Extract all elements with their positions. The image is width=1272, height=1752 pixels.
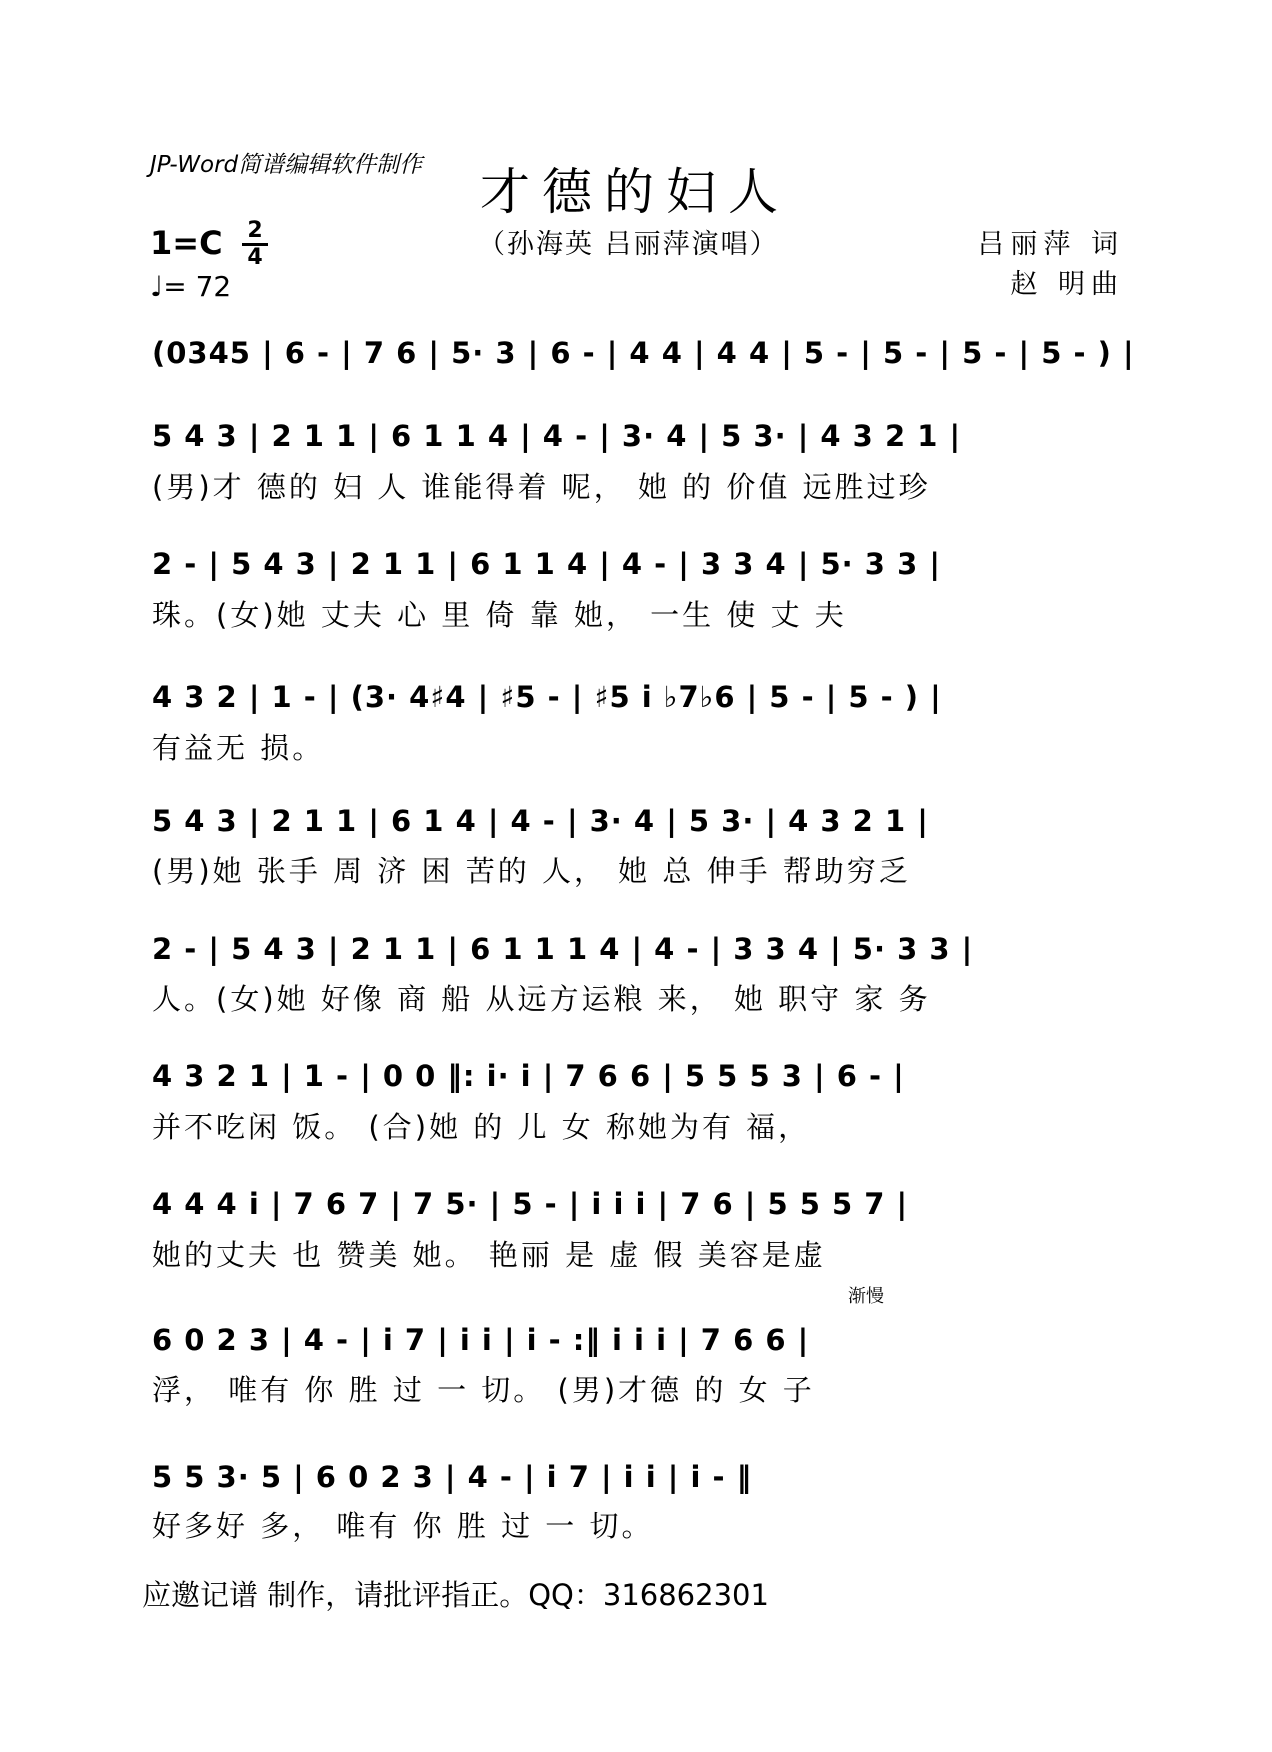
lyrics-line-9: 浮， 唯有 你 胜 过 一 切。 (男)才德 的 女 子 [152,1373,815,1407]
notes-line-4: 4 3 2 | 1 - | (3· 4♯4 | ♯5 - | ♯5 i ♭7♭6 | 5 - | 5 - ) | [152,680,942,714]
notes-line-6: 2 - | 5 4 3 | 2 1 1 | 6 1 1 1 4 | 4 - | 3 3 4 | 5· 3 3 | [152,932,974,966]
lyrics-line-10: 好多好 多， 唯有 你 胜 过 一 切。 [152,1509,654,1543]
composer: 赵 明曲 [1010,269,1124,300]
lyrics-line-6: 人。(女)她 好像 商 船 从远方运粮 来， 她 职守 家 务 [152,982,931,1016]
lyrics-line-2: (男)才 德的 妇 人 谁能得着 呢， 她 的 价值 远胜过珍 [152,470,931,504]
lyrics-line-7: 并不吃闲 饭。 (合)她 的 儿 女 称她为有 福， [152,1110,811,1144]
time-signature [242,220,268,269]
lyricist: 吕丽萍 词 [977,229,1124,260]
footer-note: 应邀记谱 制作，请批评指正。QQ：316862301 [142,1578,769,1612]
notes-line-3: 2 - | 5 4 3 | 2 1 1 | 6 1 1 4 | 4 - | 3 3 4 | 5· 3 3 | [152,547,941,581]
credit-text: JP-Word简谱编辑软件制作 [150,152,423,178]
notes-line-9: 6 0 2 3 | 4 - | i 7 | i i | i - :‖ i i i | 7 6 6 | [152,1323,810,1357]
ritardando-marking: 渐慢 [848,1286,884,1307]
lyrics-line-4: 有益无 损。 [152,731,325,765]
lyrics-line-8: 她的丈夫 也 赞美 她。 艳丽 是 虚 假 美容是虚 [152,1238,826,1272]
performers: （孙海英 吕丽萍演唱） [478,229,779,260]
lyrics-line-3: 珠。(女)她 丈夫 心 里 倚 靠 她， 一生 使 丈 夫 [152,598,847,632]
notes-line-1: (0345 | 6 - | 7 6 | 5· 3 | 6 - | 4 4 | 4 4 | 5 - | 5 - | 5 - | 5 - ) | [152,336,1135,370]
key-signature: 1=C [150,224,223,262]
notes-line-7: 4 3 2 1 | 1 - | 0 0 ‖: i· i | 7 6 6 | 5 5 5 3 | 6 - | [152,1059,905,1093]
lyrics-line-5: (男)她 张手 周 济 困 苦的 人， 她 总 伸手 帮助穷乏 [152,854,911,888]
notes-line-8: 4 4 4 i | 7 6 7 | 7 5· | 5 - | i i i | 7 6 | 5 5 5 7 | [152,1187,909,1221]
time-signature-top: 2 [247,218,263,243]
song-title: 才德的妇人 [480,163,790,221]
notes-line-2: 5 4 3 | 2 1 1 | 6 1 1 4 | 4 - | 3· 4 | 5 3· | 4 3 2 1 | [152,419,962,453]
tempo-marking: ♩= 72 [150,270,232,303]
time-signature-bottom: 4 [247,245,263,270]
notes-line-5: 5 4 3 | 2 1 1 | 6 1 4 | 4 - | 3· 4 | 5 3· | 4 3 2 1 | [152,804,929,838]
notes-line-10: 5 5 3· 5 | 6 0 2 3 | 4 - | i 7 | i i | i - ‖ [152,1460,753,1494]
